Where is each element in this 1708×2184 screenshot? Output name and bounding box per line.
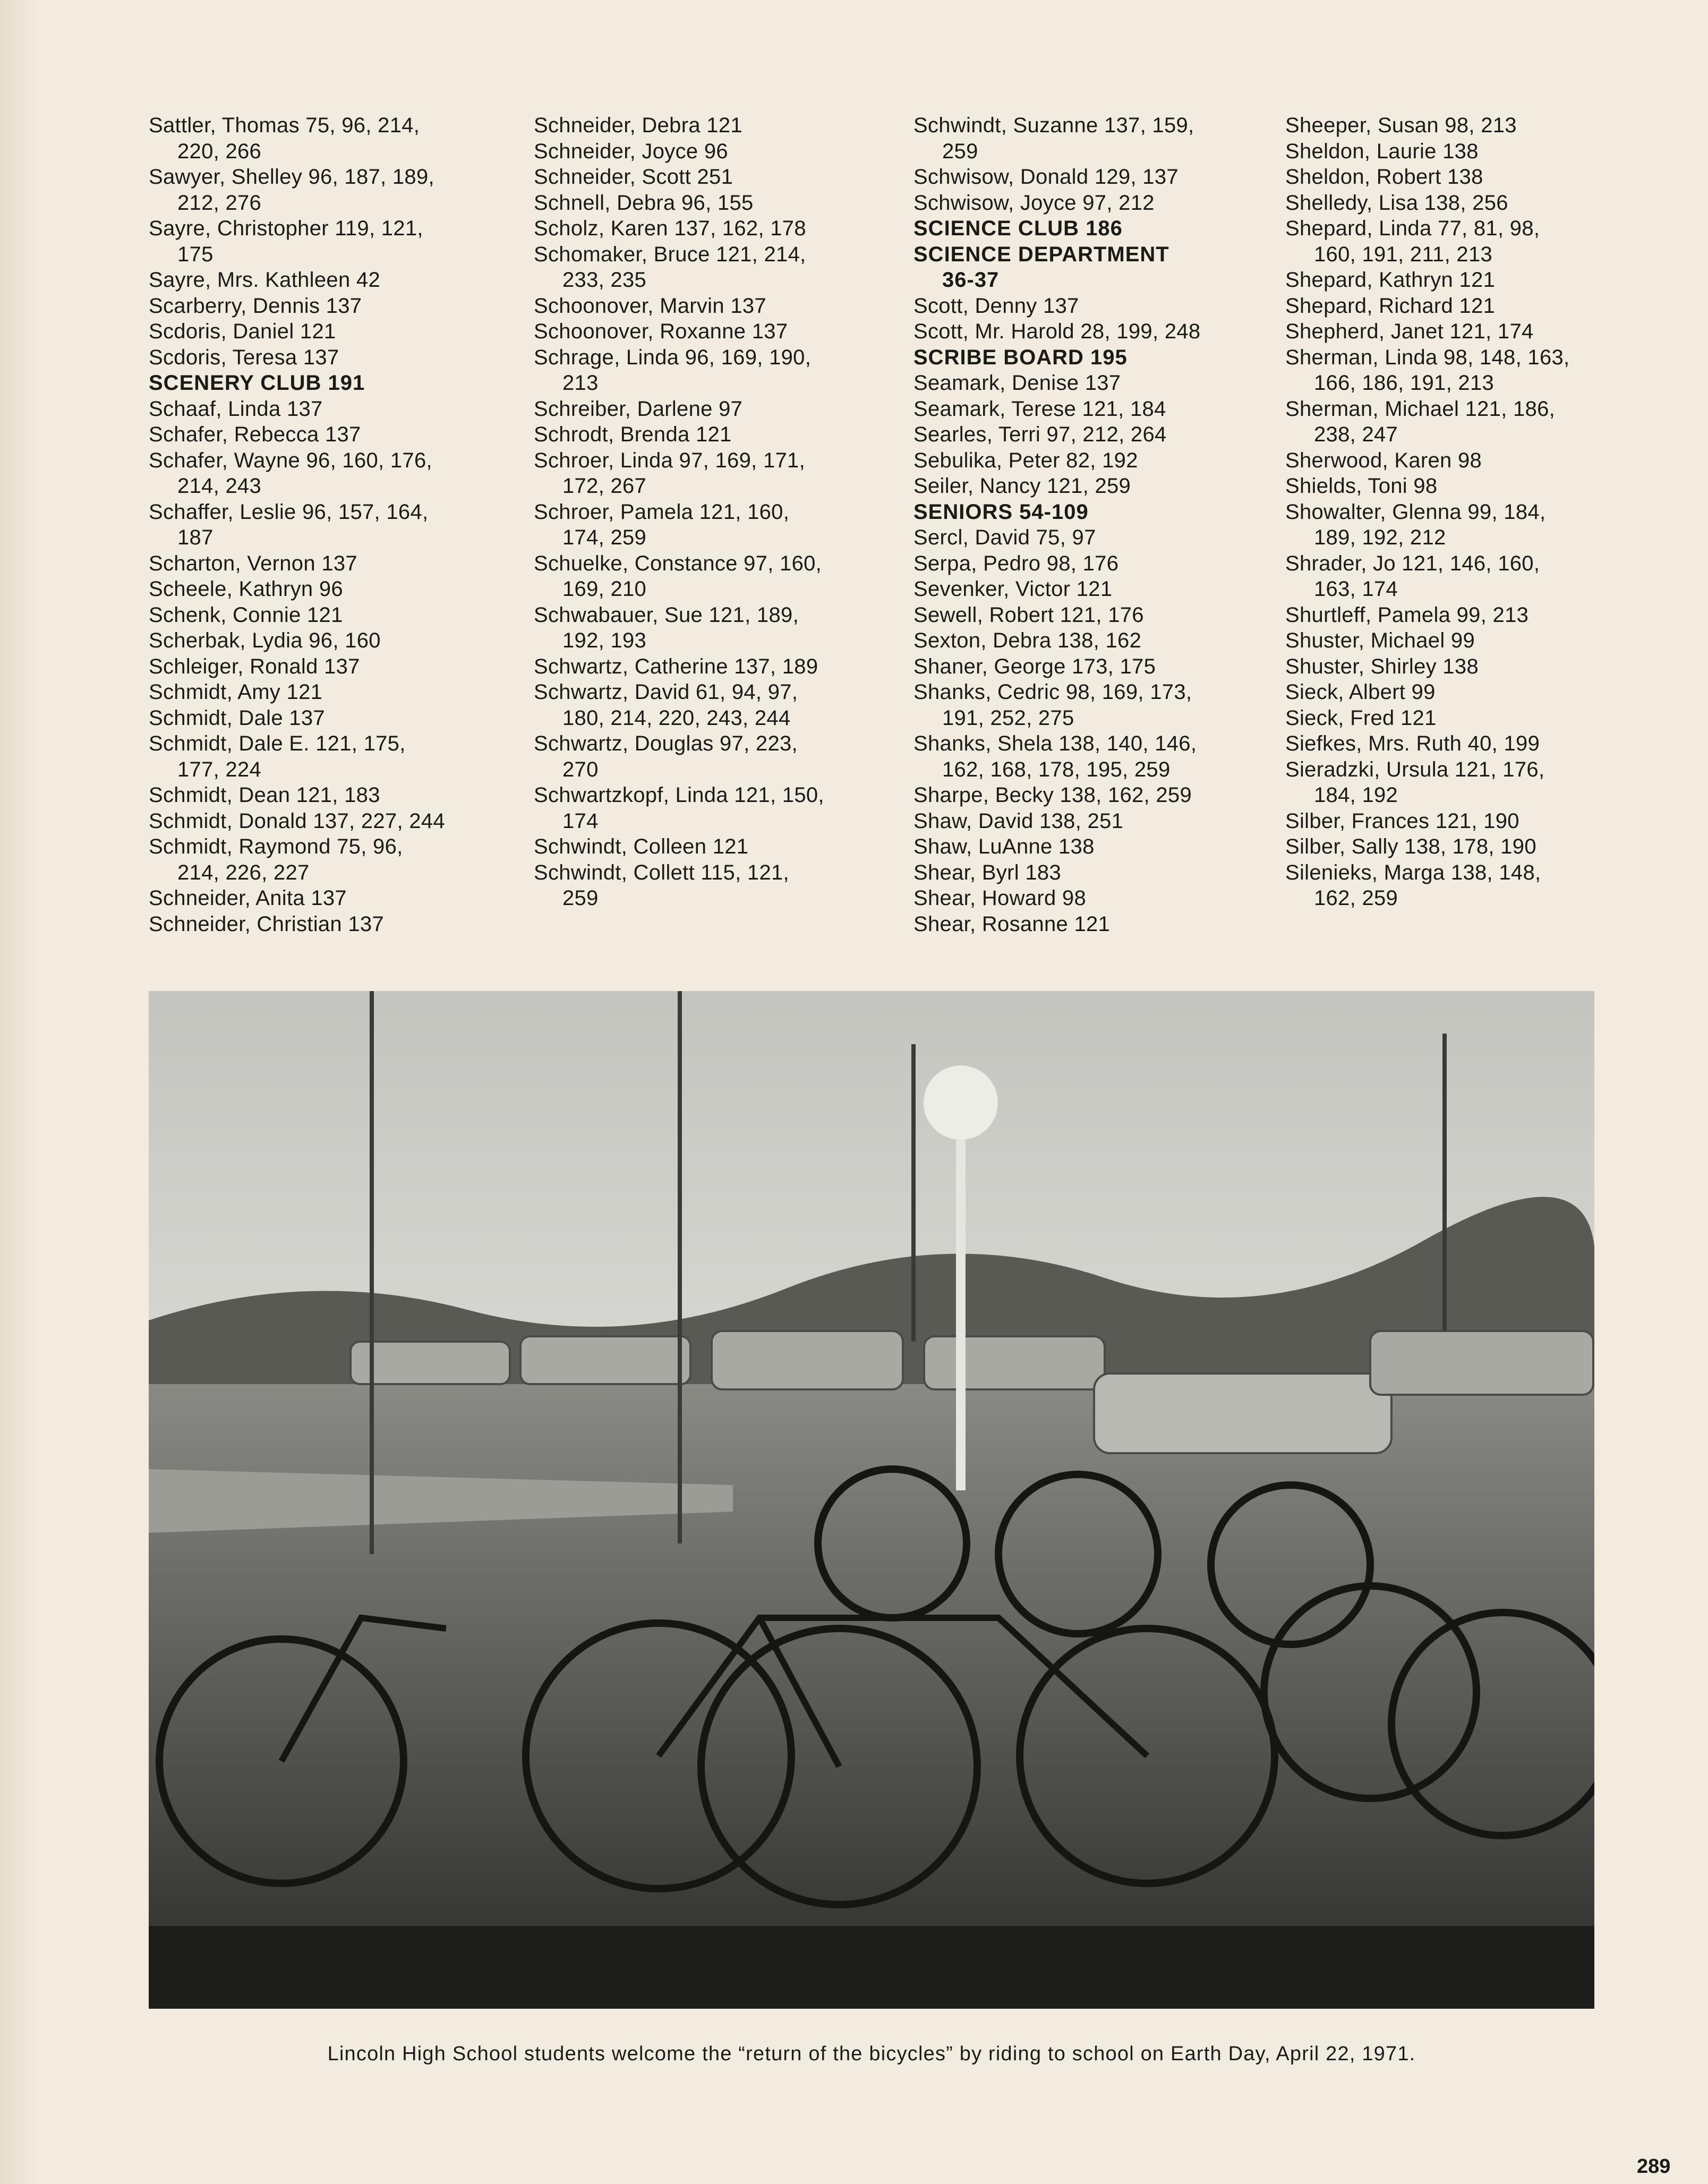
index-entry-continuation: 213 xyxy=(562,371,599,395)
index-entry xyxy=(149,911,520,937)
index-entry-continuation: 259 xyxy=(942,139,978,163)
index-entry-line: Schoonover, Marvin 137 xyxy=(534,294,766,318)
index-entry-line: Serpa, Pedro 98, 176 xyxy=(913,551,1119,575)
index-entry-continuation: 212, 276 xyxy=(177,191,262,215)
index-entry-line: Sharpe, Becky 138, 162, 259 xyxy=(913,783,1192,807)
index-entry-line: Scdoris, Teresa 137 xyxy=(149,345,339,369)
index-entry xyxy=(1285,164,1657,190)
index-entry xyxy=(913,525,1285,551)
index-entry xyxy=(1285,345,1657,396)
index-entry xyxy=(1285,860,1657,911)
index-entry-line: Silber, Sally 138, 178, 190 xyxy=(1285,835,1536,858)
index-entry xyxy=(1285,267,1657,293)
index-entry-line: Schwindt, Collett 115, 121, xyxy=(534,860,789,884)
index-entry-line: Schoonover, Roxanne 137 xyxy=(534,320,788,343)
index-entry-line: Scott, Mr. Harold 28, 199, 248 xyxy=(913,320,1201,343)
index-entry xyxy=(913,422,1285,448)
index-entry-line: Schwartz, Douglas 97, 223, xyxy=(534,732,798,755)
index-entry xyxy=(149,834,520,885)
index-entry xyxy=(913,370,1285,396)
index-entry-line: Schrodt, Brenda 121 xyxy=(534,423,732,446)
index-entry-line: Schafer, Rebecca 137 xyxy=(149,423,361,446)
name-index xyxy=(149,113,1615,946)
index-entry-line: Schafer, Wayne 96, 160, 176, xyxy=(149,448,432,472)
index-entry xyxy=(534,139,906,165)
index-entry xyxy=(534,216,906,242)
index-entry xyxy=(1285,628,1657,654)
index-entry xyxy=(913,834,1285,860)
index-entry xyxy=(149,113,520,164)
index-entry-line: Seiler, Nancy 121, 259 xyxy=(913,474,1131,498)
index-entry xyxy=(913,731,1285,782)
index-entry xyxy=(149,654,520,680)
index-entry-line: Schleiger, Ronald 137 xyxy=(149,654,360,678)
index-entry-line: Schmidt, Dean 121, 183 xyxy=(149,783,380,807)
index-entry xyxy=(534,422,906,448)
index-entry-line: Shaw, David 138, 251 xyxy=(913,809,1124,833)
index-entry-line: Schaffer, Leslie 96, 157, 164, xyxy=(149,500,429,524)
index-entry-line: Sattler, Thomas 75, 96, 214, xyxy=(149,114,420,137)
index-entry-line: Shepard, Linda 77, 81, 98, xyxy=(1285,217,1540,240)
page-edge-shadow xyxy=(0,0,37,2184)
index-entry-line: Shepard, Kathryn 121 xyxy=(1285,268,1496,292)
index-entry-line: Schroer, Linda 97, 169, 171, xyxy=(534,448,805,472)
index-entry-line: Schuelke, Constance 97, 160, xyxy=(534,551,822,575)
index-entry xyxy=(149,576,520,602)
index-entry xyxy=(534,499,906,551)
index-entry xyxy=(149,499,520,551)
index-entry-line: Shanks, Cedric 98, 169, 173, xyxy=(913,680,1192,704)
index-entry xyxy=(534,602,906,654)
index-entry-line: Scharton, Vernon 137 xyxy=(149,551,357,575)
index-entry xyxy=(149,216,520,267)
index-column-2 xyxy=(534,113,906,911)
index-entry-line: Sieck, Albert 99 xyxy=(1285,680,1436,704)
index-entry-continuation: 259 xyxy=(562,886,599,910)
index-entry xyxy=(149,448,520,499)
index-entry-line: Schmidt, Raymond 75, 96, xyxy=(149,835,403,858)
index-entry xyxy=(534,319,906,345)
index-entry xyxy=(149,628,520,654)
index-entry xyxy=(534,551,906,602)
index-entry-continuation: 36-37 xyxy=(942,268,1000,292)
index-entry-line: Sheldon, Robert 138 xyxy=(1285,165,1483,189)
index-entry-line: Schneider, Debra 121 xyxy=(534,114,742,137)
photo-caption: Lincoln High School students welcome the “return of the bicycles” by riding to school on Earth Day, April 22, 1971. xyxy=(327,2043,1416,2065)
index-entry-line: Sherwood, Karen 98 xyxy=(1285,448,1482,472)
index-entry-continuation: 191, 252, 275 xyxy=(942,706,1074,730)
index-entry-line: Sercl, David 75, 97 xyxy=(913,526,1096,549)
index-entry xyxy=(913,628,1285,654)
index-entry xyxy=(1285,319,1657,345)
index-entry xyxy=(149,885,520,911)
index-entry-continuation: 214, 243 xyxy=(177,474,262,498)
index-entry-continuation: 238, 247 xyxy=(1314,423,1398,446)
index-entry-line: Searles, Terri 97, 212, 264 xyxy=(913,423,1167,446)
index-column-4 xyxy=(1285,113,1657,911)
index-entry xyxy=(149,731,520,782)
index-entry-line: Schneider, Scott 251 xyxy=(534,165,733,189)
index-entry xyxy=(149,551,520,577)
index-entry-line: Scott, Denny 137 xyxy=(913,294,1079,318)
index-entry-line: Schenk, Connie 121 xyxy=(149,603,343,627)
index-section-heading xyxy=(149,370,520,396)
index-entry xyxy=(913,551,1285,577)
index-entry-continuation: 187 xyxy=(177,526,214,549)
index-entry-line: Sherman, Linda 98, 148, 163, xyxy=(1285,345,1570,369)
index-entry xyxy=(534,113,906,139)
index-entry-line: Sherman, Michael 121, 186, xyxy=(1285,397,1556,421)
index-entry-continuation: 192, 193 xyxy=(562,629,647,652)
index-entry-line: Schwartzkopf, Linda 121, 150, xyxy=(534,783,824,807)
index-entry xyxy=(149,345,520,371)
index-entry xyxy=(913,293,1285,319)
index-entry-continuation: 177, 224 xyxy=(177,757,262,781)
index-entry-line: Schwisow, Donald 129, 137 xyxy=(913,165,1178,189)
index-entry xyxy=(149,679,520,705)
index-entry-continuation: 163, 174 xyxy=(1314,577,1398,601)
index-entry xyxy=(913,679,1285,731)
index-entry xyxy=(534,654,906,680)
index-entry xyxy=(149,422,520,448)
index-entry xyxy=(534,164,906,190)
index-entry-line: SENIORS 54-109 xyxy=(913,500,1089,524)
index-entry xyxy=(534,860,906,911)
index-entry xyxy=(1285,679,1657,705)
index-entry-line: Sieradzki, Ursula 121, 176, xyxy=(1285,757,1545,781)
index-entry-line: Shrader, Jo 121, 146, 160, xyxy=(1285,551,1540,575)
index-entry xyxy=(913,113,1285,164)
index-entry-line: Schwartz, Catherine 137, 189 xyxy=(534,654,818,678)
index-entry xyxy=(534,242,906,293)
index-entry-line: Shepard, Richard 121 xyxy=(1285,294,1496,318)
index-entry-line: Scherbak, Lydia 96, 160 xyxy=(149,629,381,652)
index-entry xyxy=(913,164,1285,190)
index-entry-line: Schwabauer, Sue 121, 189, xyxy=(534,603,799,627)
index-entry xyxy=(1285,190,1657,216)
index-entry-line: Sheeper, Susan 98, 213 xyxy=(1285,114,1517,137)
index-entry xyxy=(1285,113,1657,139)
index-entry-line: Showalter, Glenna 99, 184, xyxy=(1285,500,1546,524)
index-entry-line: Schmidt, Amy 121 xyxy=(149,680,323,704)
index-entry-line: SCIENCE DEPARTMENT xyxy=(913,242,1169,266)
index-entry-line: Schrage, Linda 96, 169, 190, xyxy=(534,345,812,369)
index-entry-line: Shields, Toni 98 xyxy=(1285,474,1438,498)
index-entry-line: Schwartz, David 61, 94, 97, xyxy=(534,680,798,704)
index-entry-line: Sheldon, Laurie 138 xyxy=(1285,139,1479,163)
index-entry xyxy=(149,396,520,422)
index-entry xyxy=(913,319,1285,345)
index-entry-continuation: 162, 259 xyxy=(1314,886,1398,910)
index-entry-line: Seamark, Denise 137 xyxy=(913,371,1121,395)
index-entry-line: Schomaker, Bruce 121, 214, xyxy=(534,242,806,266)
index-entry xyxy=(913,808,1285,834)
index-entry xyxy=(1285,396,1657,448)
index-entry xyxy=(149,267,520,293)
index-entry-line: Shepherd, Janet 121, 174 xyxy=(1285,320,1534,343)
index-entry-line: Schreiber, Darlene 97 xyxy=(534,397,743,421)
index-entry-line: Shaner, George 173, 175 xyxy=(913,654,1156,678)
index-entry xyxy=(534,345,906,396)
index-entry-line: Scheele, Kathryn 96 xyxy=(149,577,343,601)
index-entry xyxy=(1285,731,1657,757)
index-entry-line: Scdoris, Daniel 121 xyxy=(149,320,336,343)
index-entry-line: SCIENCE CLUB 186 xyxy=(913,217,1123,240)
index-column-1 xyxy=(149,113,520,937)
index-entry-line: SCENERY CLUB 191 xyxy=(149,371,365,395)
index-entry-continuation: 233, 235 xyxy=(562,268,647,292)
index-entry xyxy=(1285,448,1657,474)
index-entry xyxy=(1285,705,1657,731)
index-entry xyxy=(1285,473,1657,499)
index-entry-line: Schneider, Christian 137 xyxy=(149,912,385,936)
index-entry-line: Schroer, Pamela 121, 160, xyxy=(534,500,790,524)
index-entry-line: Scarberry, Dennis 137 xyxy=(149,294,362,318)
index-entry-line: Sewell, Robert 121, 176 xyxy=(913,603,1144,627)
index-entry-continuation: 174, 259 xyxy=(562,526,647,549)
index-entry-line: Schmidt, Donald 137, 227, 244 xyxy=(149,809,445,833)
index-entry-line: Shuster, Shirley 138 xyxy=(1285,654,1479,678)
index-entry-line: Shelledy, Lisa 138, 256 xyxy=(1285,191,1508,215)
index-entry-line: Shear, Howard 98 xyxy=(913,886,1086,910)
index-entry xyxy=(1285,139,1657,165)
index-entry-continuation: 172, 267 xyxy=(562,474,647,498)
index-entry-continuation: 184, 192 xyxy=(1314,783,1398,807)
index-entry xyxy=(913,654,1285,680)
index-entry xyxy=(913,602,1285,628)
index-entry-line: Schwisow, Joyce 97, 212 xyxy=(913,191,1155,215)
index-entry-line: Silber, Frances 121, 190 xyxy=(1285,809,1519,833)
index-entry xyxy=(149,782,520,808)
index-entry xyxy=(149,164,520,216)
index-entry-line: Schnell, Debra 96, 155 xyxy=(534,191,754,215)
index-entry xyxy=(149,293,520,319)
index-entry-continuation: 270 xyxy=(562,757,599,781)
index-entry-line: Shaw, LuAnne 138 xyxy=(913,835,1095,858)
index-entry xyxy=(1285,499,1657,551)
index-entry xyxy=(913,576,1285,602)
index-entry xyxy=(1285,808,1657,834)
index-entry-continuation: 180, 214, 220, 243, 244 xyxy=(562,706,791,730)
index-entry xyxy=(534,834,906,860)
index-entry-continuation: 169, 210 xyxy=(562,577,647,601)
index-entry xyxy=(534,190,906,216)
index-entry-line: Shanks, Shela 138, 140, 146, xyxy=(913,732,1197,755)
index-entry xyxy=(913,860,1285,886)
index-entry-line: Schwindt, Suzanne 137, 159, xyxy=(913,114,1194,137)
index-entry-continuation: 162, 168, 178, 195, 259 xyxy=(942,757,1171,781)
bicycles-photo xyxy=(149,991,1594,2009)
index-entry xyxy=(149,602,520,628)
index-entry xyxy=(534,782,906,834)
index-entry-line: Sayre, Mrs. Kathleen 42 xyxy=(149,268,381,292)
index-entry xyxy=(534,396,906,422)
index-entry xyxy=(913,473,1285,499)
index-entry-line: Shurtleff, Pamela 99, 213 xyxy=(1285,603,1529,627)
index-entry xyxy=(913,911,1285,937)
index-entry xyxy=(534,679,906,731)
index-entry-line: SCRIBE BOARD 195 xyxy=(913,345,1128,369)
index-entry-continuation: 189, 192, 212 xyxy=(1314,526,1446,549)
index-entry xyxy=(1285,834,1657,860)
index-entry xyxy=(149,319,520,345)
index-entry-line: Seamark, Terese 121, 184 xyxy=(913,397,1166,421)
index-entry-line: Sayre, Christopher 119, 121, xyxy=(149,217,423,240)
index-entry-line: Siefkes, Mrs. Ruth 40, 199 xyxy=(1285,732,1540,755)
index-section-heading xyxy=(913,216,1285,242)
index-entry xyxy=(1285,293,1657,319)
index-entry xyxy=(913,782,1285,808)
index-entry-line: Silenieks, Marga 138, 148, xyxy=(1285,860,1541,884)
index-section-heading xyxy=(913,499,1285,525)
index-entry xyxy=(913,190,1285,216)
index-entry-line: Sexton, Debra 138, 162 xyxy=(913,629,1142,652)
index-entry xyxy=(149,808,520,834)
index-entry xyxy=(913,396,1285,422)
index-section-heading xyxy=(913,345,1285,371)
index-entry-line: Schwindt, Colleen 121 xyxy=(534,835,749,858)
index-entry-continuation: 174 xyxy=(562,809,599,833)
index-entry-line: Shuster, Michael 99 xyxy=(1285,629,1475,652)
index-column-3 xyxy=(913,113,1285,937)
index-entry-line: Schmidt, Dale 137 xyxy=(149,706,325,730)
index-entry-line: Shear, Byrl 183 xyxy=(913,860,1061,884)
index-entry-continuation: 166, 186, 191, 213 xyxy=(1314,371,1494,395)
index-entry xyxy=(534,448,906,499)
index-entry xyxy=(913,885,1285,911)
index-entry xyxy=(1285,216,1657,267)
index-entry xyxy=(149,705,520,731)
index-entry xyxy=(534,293,906,319)
index-entry-line: Schneider, Joyce 96 xyxy=(534,139,728,163)
index-entry-line: Shear, Rosanne 121 xyxy=(913,912,1111,936)
page-number: 289 xyxy=(1637,2155,1671,2178)
index-entry-continuation: 220, 266 xyxy=(177,139,262,163)
index-entry xyxy=(1285,551,1657,602)
index-entry-continuation: 175 xyxy=(177,242,214,266)
index-entry xyxy=(1285,602,1657,628)
index-entry-continuation: 214, 226, 227 xyxy=(177,860,310,884)
index-entry-line: Schmidt, Dale E. 121, 175, xyxy=(149,732,406,755)
index-entry-line: Sebulika, Peter 82, 192 xyxy=(913,448,1138,472)
index-entry-line: Sevenker, Victor 121 xyxy=(913,577,1113,601)
index-entry-line: Sawyer, Shelley 96, 187, 189, xyxy=(149,165,434,189)
index-entry xyxy=(1285,757,1657,808)
index-entry-line: Scholz, Karen 137, 162, 178 xyxy=(534,217,806,240)
index-entry xyxy=(534,731,906,782)
index-entry-line: Sieck, Fred 121 xyxy=(1285,706,1437,730)
index-section-heading xyxy=(913,242,1285,293)
index-entry-line: Schaaf, Linda 137 xyxy=(149,397,323,421)
index-entry xyxy=(1285,654,1657,680)
index-entry-line: Schneider, Anita 137 xyxy=(149,886,347,910)
index-entry-continuation: 160, 191, 211, 213 xyxy=(1314,242,1493,266)
index-entry xyxy=(913,448,1285,474)
